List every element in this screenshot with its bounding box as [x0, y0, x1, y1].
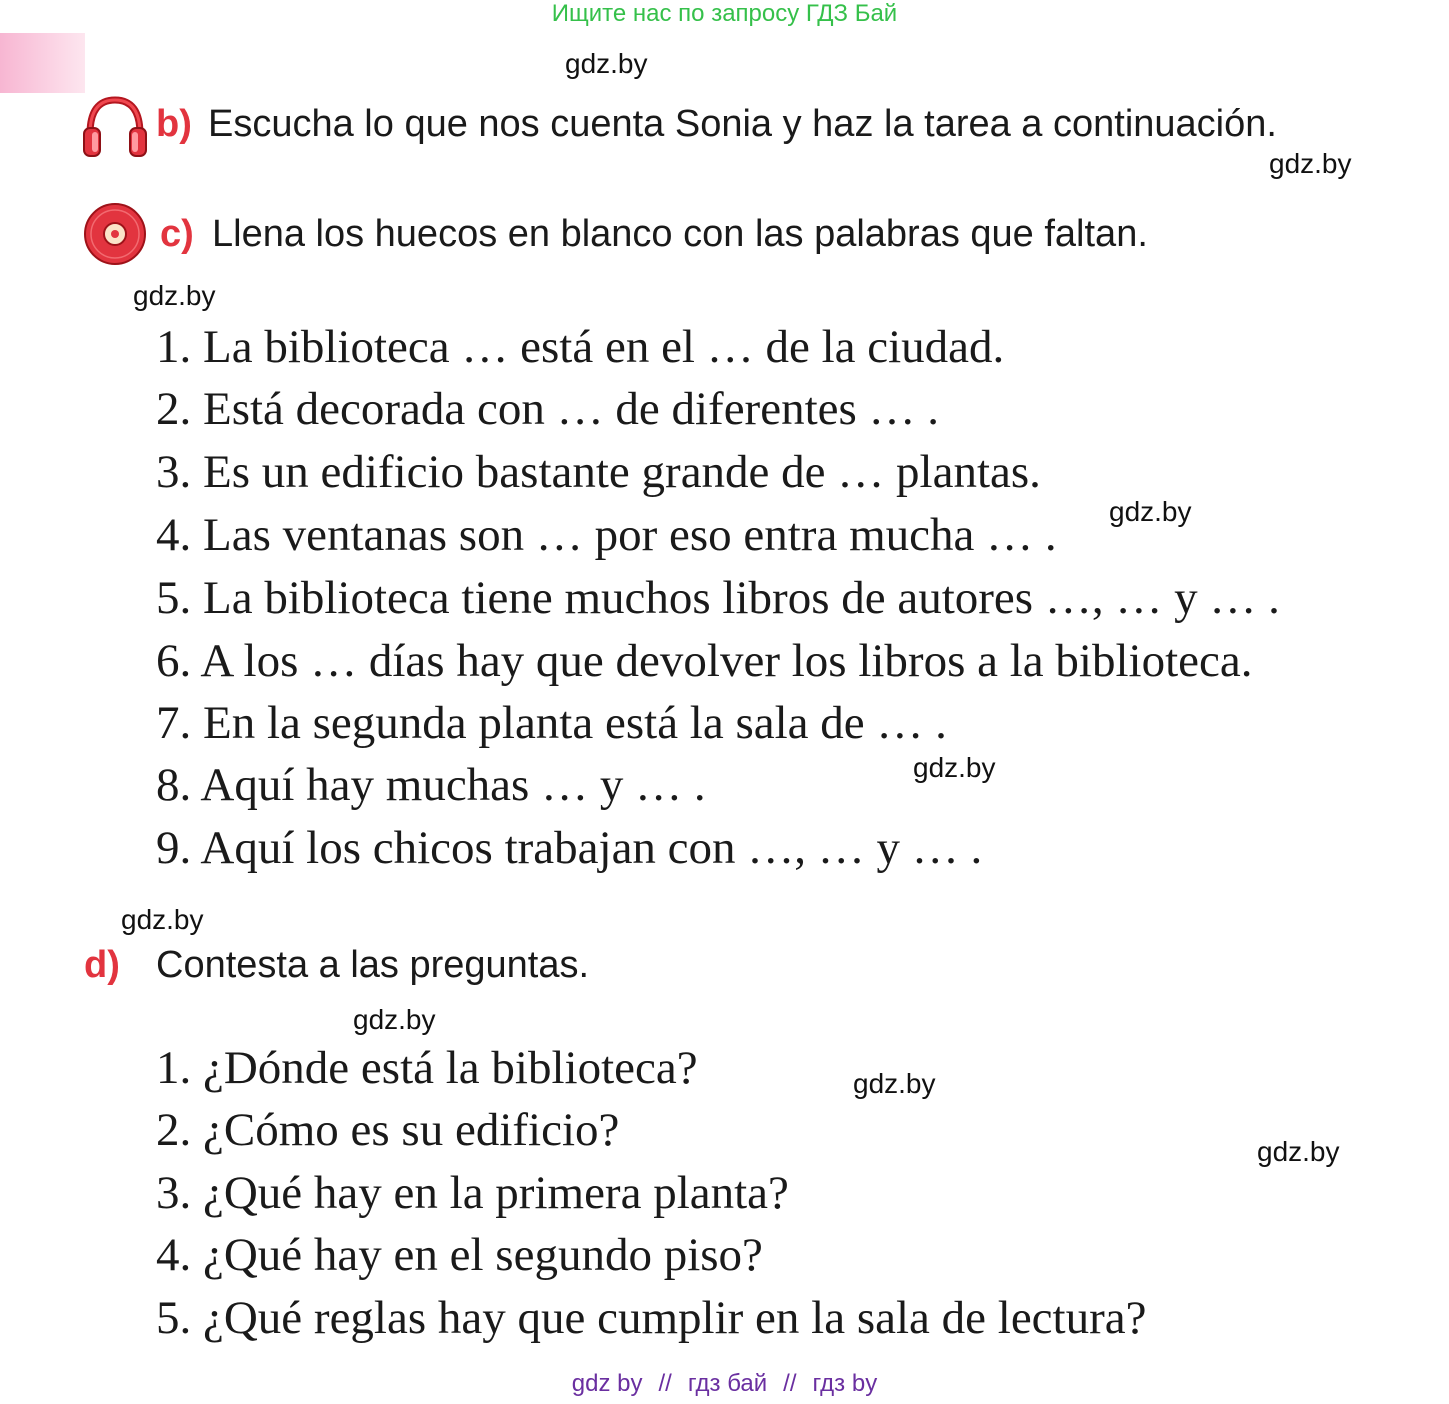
- question-item: 3. ¿Qué hay en la primera planta?: [156, 1167, 789, 1219]
- fill-blank-item: 4. Las ventanas son … por eso entra mucha … .: [156, 509, 1057, 561]
- top-banner: Ищите нас по запросу ГДЗ Бай: [551, 0, 898, 27]
- fill-blank-item: 2. Está decorada con … de diferentes … .: [156, 383, 940, 435]
- section-b-letter: b): [156, 103, 192, 145]
- footer-separator: //: [658, 1370, 672, 1397]
- watermark: gdz.by: [1269, 148, 1352, 179]
- section-b-instruction: Escucha lo que nos cuenta Sonia y haz la tarea a continuación.: [208, 103, 1277, 145]
- watermark: gdz.by: [1257, 1136, 1340, 1167]
- section-c-instruction: Llena los huecos en blanco con las palabras que faltan.: [212, 213, 1148, 255]
- cd-icon: [83, 202, 147, 266]
- watermark: gdz.by: [133, 280, 216, 311]
- footer-link[interactable]: гдз бай: [687, 1370, 768, 1397]
- fill-blank-item: 6. A los … días hay que devolver los libros a la biblioteca.: [156, 635, 1253, 687]
- fill-blank-item: 3. Es un edificio bastante grande de … plantas.: [156, 446, 1041, 498]
- fill-blank-item: 5. La biblioteca tiene muchos libros de autores …, … y … .: [156, 572, 1280, 624]
- fill-blank-item: 9. Aquí los chicos trabajan con …, … y … .: [156, 822, 983, 874]
- question-item: 4. ¿Qué hay en el segundo piso?: [156, 1229, 763, 1281]
- section-c-letter: c): [160, 213, 194, 255]
- footer-separator: //: [783, 1370, 797, 1397]
- watermark: gdz.by: [565, 48, 648, 79]
- section-d-letter: d): [84, 944, 120, 986]
- headphones-icon: [82, 94, 148, 158]
- fill-blank-item: 8. Aquí hay muchas … y … .: [156, 759, 706, 811]
- page-tab-decoration: [0, 33, 85, 93]
- fill-blank-item: 7. En la segunda planta está la sala de … .: [156, 697, 947, 749]
- question-item: 5. ¿Qué reglas hay que cumplir en la sala de lectura?: [156, 1292, 1147, 1344]
- watermark: gdz.by: [1109, 496, 1192, 527]
- question-item: 2. ¿Cómo es su edificio?: [156, 1104, 620, 1156]
- footer-link[interactable]: гдз by: [812, 1370, 878, 1397]
- watermark: gdz.by: [121, 904, 204, 935]
- footer-links: [0, 1370, 1449, 1398]
- section-d-instruction: Contesta a las preguntas.: [156, 944, 590, 986]
- footer-link[interactable]: gdz by: [571, 1370, 643, 1397]
- watermark: gdz.by: [913, 752, 996, 783]
- fill-blank-item: 1. La biblioteca … está en el … de la ciudad.: [156, 321, 1005, 373]
- watermark: gdz.by: [853, 1068, 936, 1099]
- watermark: gdz.by: [353, 1004, 436, 1035]
- question-item: 1. ¿Dónde está la biblioteca?: [156, 1042, 698, 1094]
